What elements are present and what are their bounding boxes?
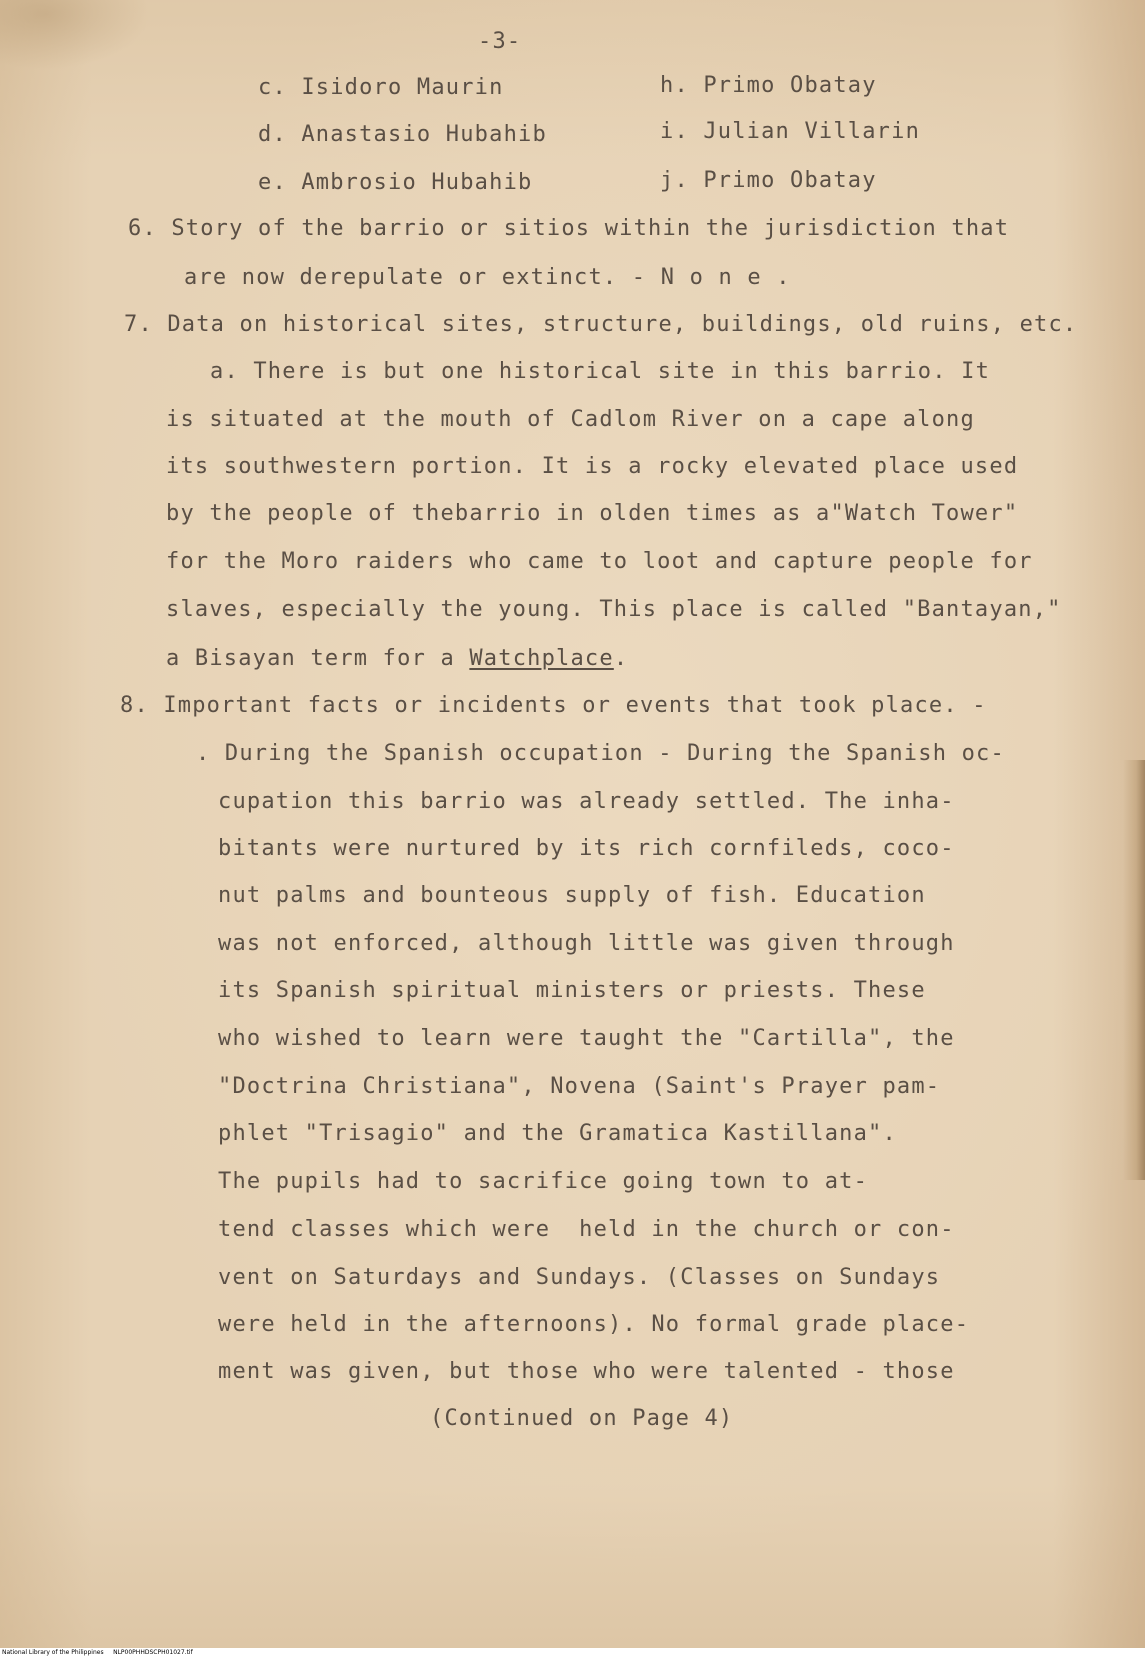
section7-line3: its southwestern portion. It is a rocky elevated place used bbox=[166, 454, 1019, 479]
section7-line5: for the Moro raiders who came to loot and capture people for bbox=[166, 549, 1033, 574]
section7-last-suffix: . bbox=[613, 646, 629, 671]
page-number: -3- bbox=[478, 29, 522, 54]
section8-line12: vent on Saturdays and Sundays. (Classes on Sundays bbox=[218, 1265, 941, 1290]
watchplace-underlined-term: Watchplace bbox=[469, 646, 614, 671]
section7-heading: 7. Data on historical sites, structure, buildings, old ruins, etc. bbox=[124, 312, 1078, 337]
section7-line7 bbox=[166, 645, 628, 673]
section8-line14: ment was given, but those who were talented - those bbox=[218, 1359, 955, 1384]
name-item-c: c. Isidoro Maurin bbox=[258, 75, 504, 100]
section7-line1: a. There is but one historical site in this barrio. It bbox=[210, 359, 991, 384]
section8-line6: its Spanish spiritual ministers or priests. These bbox=[218, 978, 926, 1003]
section7-last-prefix: a Bisayan term for a bbox=[166, 646, 470, 671]
section8-line8: "Doctrina Christiana", Novena (Saint's Prayer pam- bbox=[218, 1074, 941, 1099]
section8-line1: . During the Spanish occupation - During the Spanish oc- bbox=[196, 741, 1005, 766]
continued-note: (Continued on Page 4) bbox=[430, 1406, 734, 1431]
section8-line4: nut palms and bounteous supply of fish. Education bbox=[218, 883, 926, 908]
section6-line2: are now derepulate or extinct. - N o n e . bbox=[184, 265, 791, 290]
scan-footer-text: National Library of the Philippines NLP00PHHDSCPH01027.tif bbox=[2, 1649, 193, 1656]
section8-line3: bitants were nurtured by its rich cornfileds, coco- bbox=[218, 836, 955, 861]
section8-line10: The pupils had to sacrifice going town to at- bbox=[218, 1169, 869, 1194]
name-item-e: e. Ambrosio Hubahib bbox=[258, 170, 533, 195]
section8-line5: was not enforced, although little was given through bbox=[218, 931, 955, 956]
section8-line11: tend classes which were held in the church or con- bbox=[218, 1217, 955, 1242]
section7-line6: slaves, especially the young. This place is called "Bantayan," bbox=[166, 597, 1062, 622]
section8-line9: phlet "Trisagio" and the Gramatica Kastillana". bbox=[218, 1121, 897, 1146]
name-item-d: d. Anastasio Hubahib bbox=[258, 122, 547, 147]
page-corner-wear bbox=[0, 0, 150, 70]
section7-line4: by the people of thebarrio in olden times as a"Watch Tower" bbox=[166, 501, 1019, 526]
section6-line1: 6. Story of the barrio or sitios within the jurisdiction that bbox=[128, 216, 1010, 241]
name-item-h: h. Primo Obatay bbox=[660, 73, 877, 98]
section8-line13: were held in the afternoons). No formal grade place- bbox=[218, 1312, 970, 1337]
name-item-i: i. Julian Villarin bbox=[660, 119, 921, 144]
section8-line7: who wished to learn were taught the "Cartilla", the bbox=[218, 1026, 955, 1051]
section8-heading: 8. Important facts or incidents or events that took place. - bbox=[120, 693, 987, 718]
section7-line2: is situated at the mouth of Cadlom River on a cape along bbox=[166, 407, 975, 432]
page-right-edge-shadow bbox=[1123, 760, 1145, 1180]
name-item-j: j. Primo Obatay bbox=[660, 168, 877, 193]
section8-line2: cupation this barrio was already settled. The inha- bbox=[218, 789, 955, 814]
